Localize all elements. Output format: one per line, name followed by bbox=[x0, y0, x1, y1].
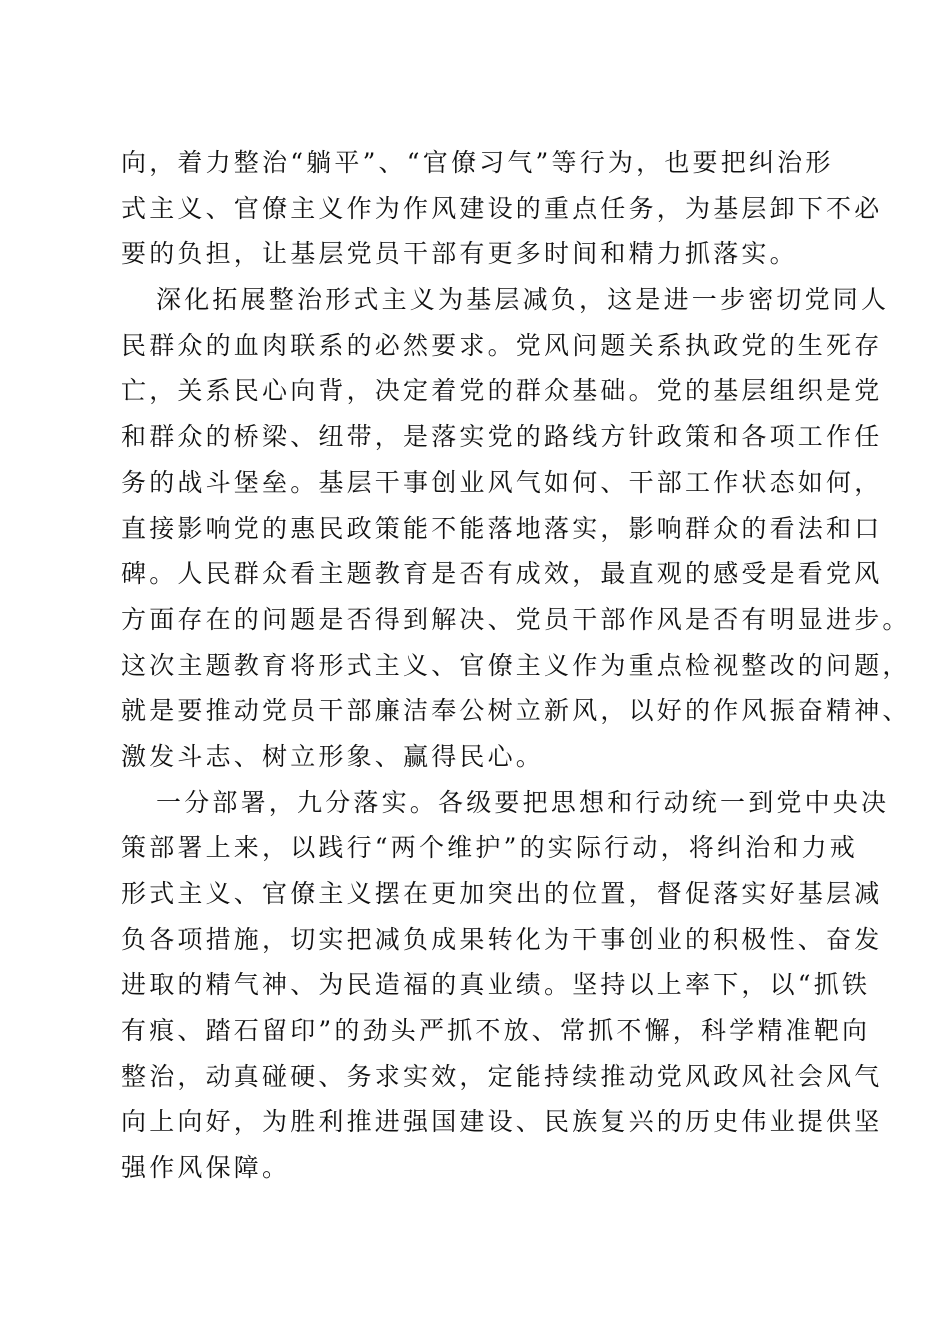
text-line: 就是要推动党员干部廉洁奉公树立新风，以好的作风振奋精神、 bbox=[121, 696, 911, 726]
text-line: 形式主义、官僚主义摆在更加突出的位置，督促落实好基层减 bbox=[121, 879, 883, 908]
text-line: 负各项措施，切实把减负成果转化为干事创业的积极性、奋发 bbox=[121, 924, 883, 954]
text-line: 激发斗志、树立形象、赢得民心。 bbox=[121, 741, 545, 771]
text-line: 和群众的桥梁、纽带，是落实党的路线方针政策和各项工作任 bbox=[121, 422, 883, 452]
paragraph-3 bbox=[121, 780, 890, 1191]
text-line: 务的战斗堡垒。基层干事创业风气如何、干部工作状态如何， bbox=[121, 467, 883, 497]
text-line: 亡，关系民心向背，决定着党的群众基础。党的基层组织是党 bbox=[121, 376, 883, 406]
text-line: 有痕、踏石留印”的劲头严抓不放、常抓不懈，科学精准靶向 bbox=[121, 1016, 871, 1046]
text-line: 一分部署，九分落实。各级要把思想和行动统一到党中央决 bbox=[156, 787, 890, 817]
text-line: 方面存在的问题是否得到解决、党员干部作风是否有明显进步。 bbox=[121, 604, 911, 634]
text-line: 碑。人民群众看主题教育是否有成效，最直观的感受是看党风 bbox=[121, 559, 883, 589]
text-line: 向，着力整治“躺平”、“官僚习气”等行为，也要把纠治形 bbox=[121, 148, 834, 177]
text-line: 这次主题教育将形式主义、官僚主义作为重点检视整改的问题， bbox=[121, 650, 911, 680]
text-line: 民群众的血肉联系的必然要求。党风问题关系执政党的生死存 bbox=[121, 330, 883, 360]
text-line: 进取的精气神、为民造福的真业绩。坚持以上率下，以“抓铁 bbox=[121, 970, 871, 1000]
text-line: 直接影响党的惠民政策能不能落地落实，影响群众的看法和口 bbox=[121, 513, 883, 543]
body-text bbox=[121, 140, 911, 1191]
text-line: 策部署上来，以践行“两个维护”的实际行动，将纠治和力戒 bbox=[121, 833, 858, 863]
text-line: 整治，动真碰硬、务求实效，定能持续推动党风政风社会风气 bbox=[121, 1061, 883, 1091]
text-line: 要的负担，让基层党员干部有更多时间和精力抓落实。 bbox=[121, 239, 798, 269]
text-line: 式主义、官僚主义作为作风建设的重点任务，为基层卸下不必 bbox=[121, 193, 883, 223]
text-line: 强作风保障。 bbox=[121, 1153, 291, 1183]
text-line: 向上向好，为胜利推进强国建设、民族复兴的历史伟业提供坚 bbox=[121, 1107, 883, 1137]
text-line: 深化拓展整治形式主义为基层减负，这是进一步密切党同人 bbox=[156, 285, 890, 315]
paragraph-2 bbox=[121, 277, 911, 780]
paragraph-1 bbox=[121, 140, 883, 277]
